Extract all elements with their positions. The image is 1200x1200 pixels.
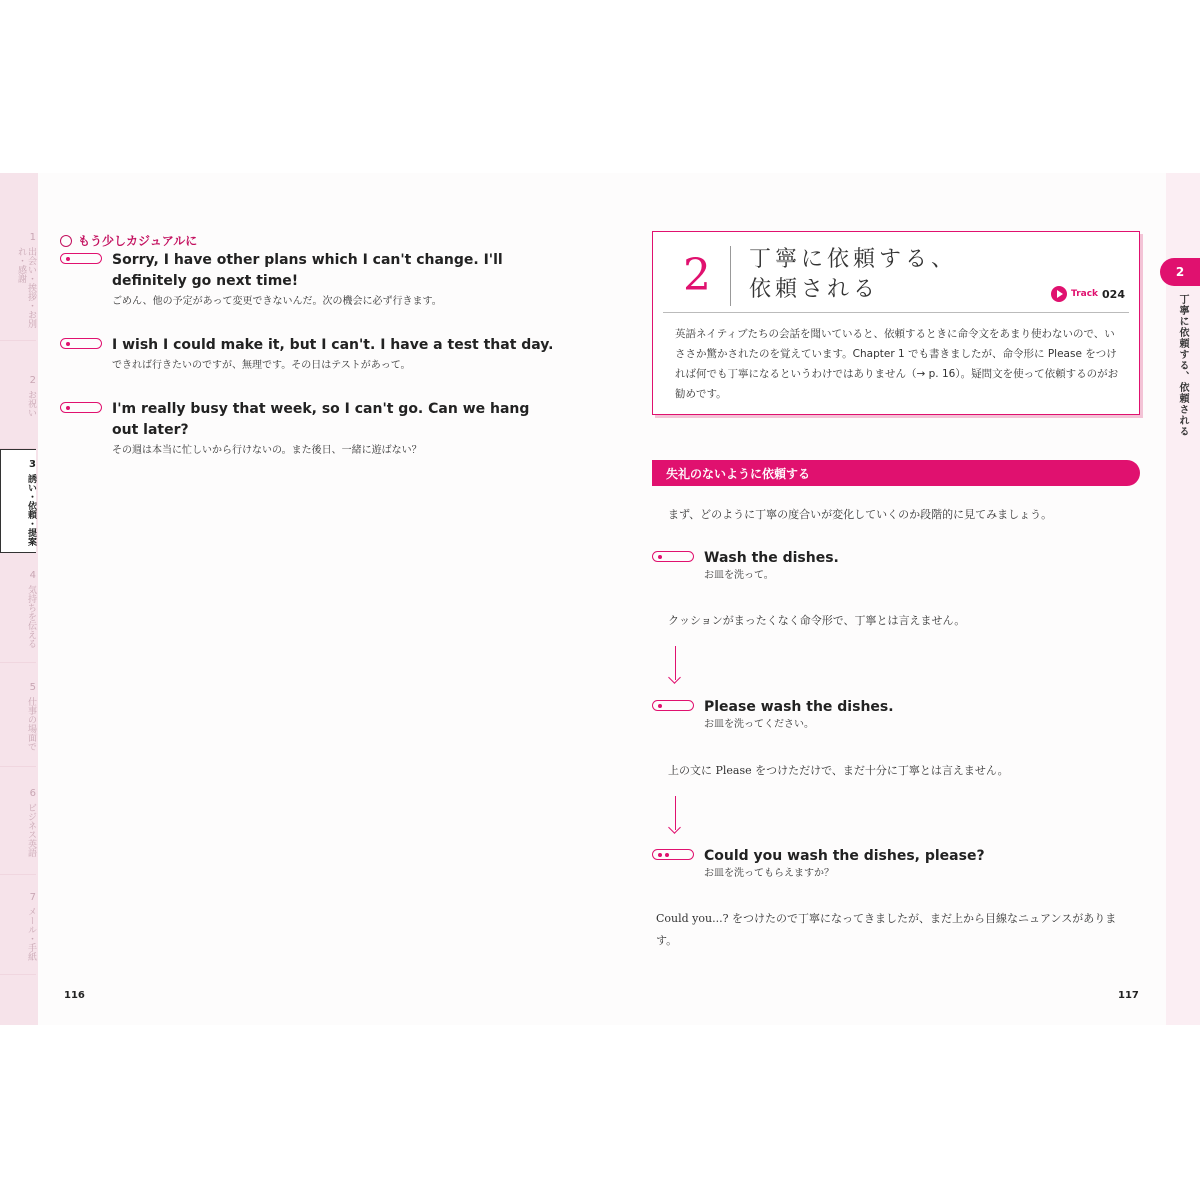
politeness-level-badge xyxy=(652,849,694,860)
level-dot-icon xyxy=(66,342,70,346)
level-dot-icon xyxy=(658,555,662,559)
left-index-tabs xyxy=(0,173,38,1025)
step-note: クッションがまったくなく命令形で、丁寧とは言えません。 xyxy=(668,614,966,627)
index-tab-4[interactable]: 4 気持ちを伝える xyxy=(0,553,36,663)
example-item: I wish I could make it, but I can't. I have a test that day. できれば行きたいのですが、無理です。その日はテストがあって。 xyxy=(60,335,560,375)
politeness-level-badge xyxy=(652,551,694,562)
section-title-box xyxy=(652,231,1140,415)
example-item: I'm really busy that week, so I can't go. Can we hang out later? その週は本当に忙しいから行けないの。また後日、一緒に遊ばない？ xyxy=(60,399,560,460)
step-note: Could you...? をつけたので丁寧になってきましたが、まだ上から目線なニュアンスがあります。 xyxy=(656,912,1117,947)
level-dot-icon xyxy=(66,257,70,261)
politeness-level-badge xyxy=(652,700,694,711)
chapter-number: 2 xyxy=(683,250,711,301)
title-rule xyxy=(663,312,1129,313)
section-heading-bar: 失礼のないように依頼する xyxy=(652,460,1140,486)
lead-text: まず、どのように丁寧の度合いが変化していくのか段階的に見てみましょう。 xyxy=(668,508,1053,521)
index-tab-3[interactable]: 3 誘い・依頼・提案 xyxy=(0,449,36,553)
politeness-level-badge xyxy=(60,253,102,264)
title-line-1: 丁寧に依頼する、 xyxy=(749,247,958,272)
right-tab-chapter[interactable]: 2 xyxy=(1160,258,1200,286)
level-dot-icon xyxy=(658,704,662,708)
step-example: Could you wash the dishes, please? お皿を洗ってもらえますか？ xyxy=(652,846,1132,882)
page-number-right: 117 xyxy=(1118,990,1139,1001)
play-icon[interactable] xyxy=(1051,286,1067,302)
down-arrow-icon xyxy=(675,646,676,680)
title-divider xyxy=(730,246,731,306)
intro-text: 英語ネイティブたちの会話を聞いていると、依頼するときに命令文をあまり使わないので、いささか驚かされたのを覚えています。Chapter 1 でも書きましたが、命令形に Please をつければ何でも丁寧になるというわけではありません（→ p. 16）。疑問文を使って依頼するのがお勧めです。 xyxy=(675,328,1119,400)
down-arrow-icon xyxy=(675,796,676,830)
index-tab-5[interactable]: 5 仕事の場面で xyxy=(0,663,36,767)
page-number-left: 116 xyxy=(64,990,85,1001)
level-dot-icon xyxy=(665,853,669,857)
circle-icon xyxy=(60,235,72,247)
example-item: Sorry, I have other plans which I can't change. I'll definitely go next time! ごめん、他の予定があって変更できないんだ。次の機会に必ず行きます。 xyxy=(60,250,560,311)
politeness-level-badge xyxy=(60,338,102,349)
index-tab-7[interactable]: 7 メール・手紙 xyxy=(0,875,36,975)
step-example: Please wash the dishes. お皿を洗ってください。 xyxy=(652,697,1132,733)
politeness-level-badge xyxy=(60,402,102,413)
index-tab-1[interactable]: 1 出会い・挨拶・お別れ・感謝 xyxy=(0,229,36,341)
right-tab-title: 丁寧に依頼する、依頼される xyxy=(1177,294,1188,437)
title-line-2: 依頼される xyxy=(749,277,880,302)
index-tab-2[interactable]: 2 お祝い xyxy=(0,341,36,449)
casual-subheading: もう少しカジュアルに xyxy=(60,232,197,249)
audio-track[interactable]: Track 024 xyxy=(1051,286,1125,302)
step-note: 上の文に Please をつけただけで、まだ十分に丁寧とは言えません。 xyxy=(668,764,1009,777)
level-dot-icon xyxy=(66,406,70,410)
level-dot-icon xyxy=(658,853,662,857)
index-tab-6[interactable]: 6 ビジネス英語 xyxy=(0,767,36,875)
step-example: Wash the dishes. お皿を洗って。 xyxy=(652,548,1132,584)
